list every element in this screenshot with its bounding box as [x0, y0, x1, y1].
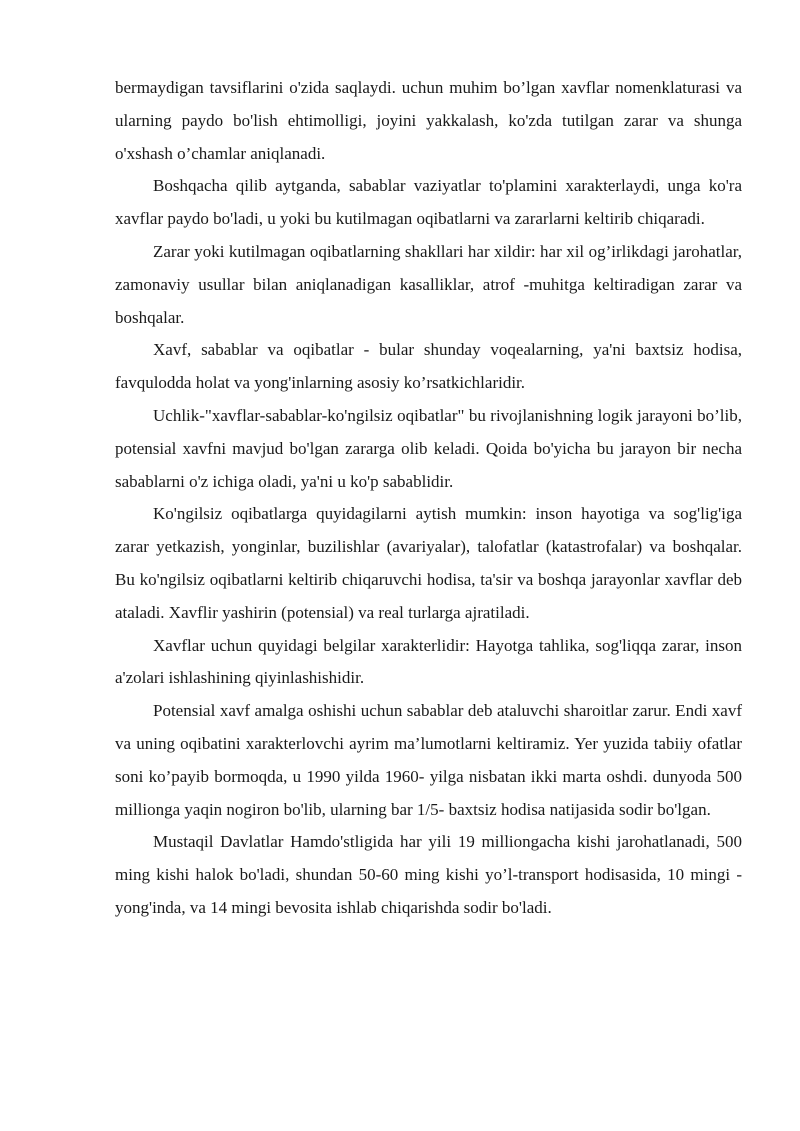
paragraph: Ko'ngilsiz oqibatlarga quyidagilarni aytish mumkin: inson hayotiga va sog'lig'iga zarar yetkazish, yonginlar, buzilishlar (avariyalar), talofatlar (katastrofalar) va boshqalar. Bu ko'ngilsiz oqibatlarni keltirib chiqaruvchi hodisa, ta'sir va boshqa jarayonlar xavflar deb ataladi. Xavflir yashirin (potensial) va real turlarga ajratiladi. [115, 504, 742, 622]
paragraph: Zarar yoki kutilmagan oqibatlarning shakllari har xildir: har xil og’irlikdagi jarohatlar, zamonaviy usullar bilan aniqlanadigan kasalliklar, atrof -muhitga keltiradigan zarar va boshqalar. [115, 241, 742, 327]
document-page [115, 72, 742, 925]
paragraph: Mustaqil Davlatlar Hamdo'stligida har yili 19 milliongacha kishi jarohatlanadi, 500 ming kishi halok bo'ladi, shundan 50-60 ming kishi yo’l-transport hodisasida, 10 mingi - yong'inda, va 14 mingi bevosita ishlab chiqarishda sodir bo'ladi. [115, 832, 742, 917]
paragraph: Xavflar uchun quyidagi belgilar xarakterlidir: Hayotga tahlika, sog'liqqa zarar, inson a'zolari ishlashining qiyinlashishidir. [115, 635, 742, 688]
paragraph: Boshqacha qilib aytganda, sabablar vaziyatlar to'plamini xarakterlaydi, unga ko'ra xavflar paydo bo'ladi, u yoki bu kutilmagan oqibatlarni va zararlarni keltirib chiqaradi. [115, 176, 742, 229]
paragraph: Potensial xavf amalga oshishi uchun sabablar deb ataluvchi sharoitlar zarur. Endi xavf va uning oqibatini xarakterlovchi ayrim ma’lumotlarni keltiramiz. Yer yuzida tabiiy ofatlar soni ko’payib bormoqda, u 1990 yilda 1960- yilga nisbatan ikki marta oshdi. dunyoda 500 millionga yaqin nogiron bo'lib, ularning bar 1/5- baxtsiz hodisa natijasida sodir bo'lgan. [115, 701, 742, 819]
paragraph-continuation: bermaydigan tavsiflarini o'zida saqlaydi. uchun muhim bo’lgan xavflar nomenklaturasi va ularning paydo bo'lish ehtimolligi, joyini yakkalash, ko'zda tutilgan zarar va shunga o'xshash o’chamlar aniqlanadi. [115, 78, 742, 163]
paragraph: Xavf, sabablar va oqibatlar - bular shunday voqealarning, ya'ni baxtsiz hodisa, favqulodda holat va yong'inlarning asosiy ko’rsatkichlaridir. [115, 340, 742, 393]
paragraph: Uchlik-"xavflar-sabablar-ko'ngilsiz oqibatlar" bu rivojlanishning logik jarayoni bo’lib, potensial xavfni mavjud bo'lgan zararga olib keladi. Qoida bo'yicha bu jarayon bir necha sabablarni o'z ichiga oladi, ya'ni u ko'p sabablidir. [115, 405, 742, 491]
